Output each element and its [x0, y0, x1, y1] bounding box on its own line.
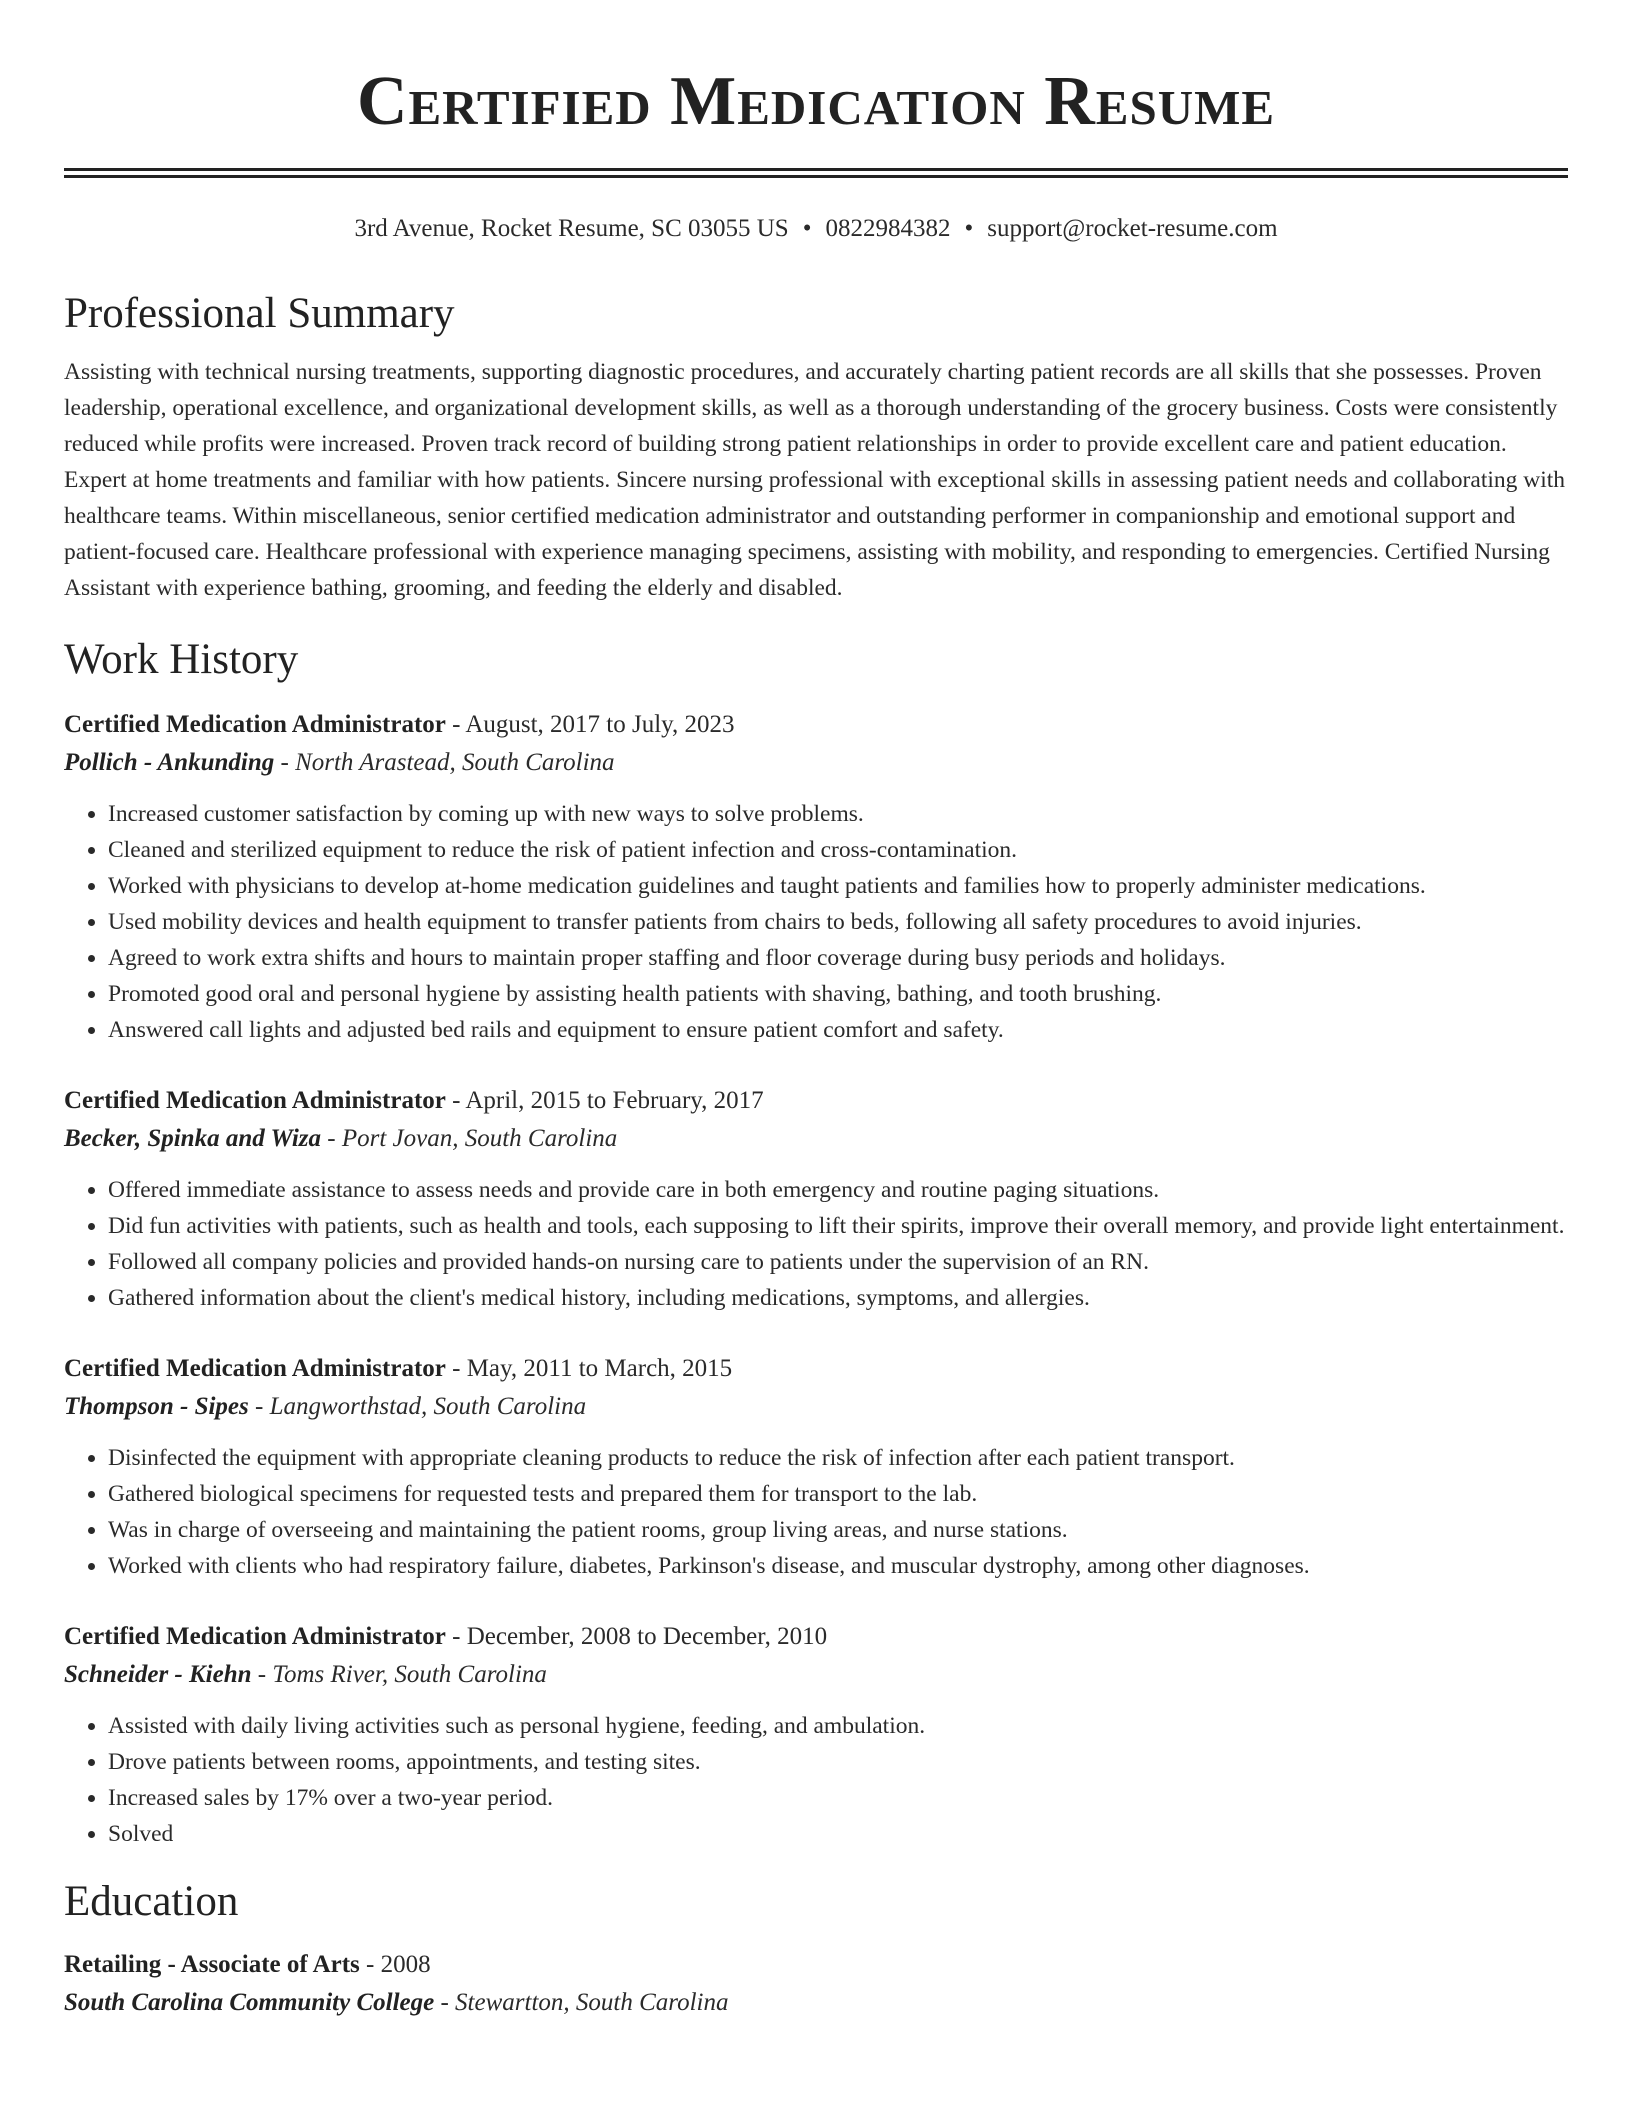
job-duties-list: [64, 1708, 1568, 1852]
job-title: Certified Medication Administrator: [64, 1087, 446, 1114]
list-item: • Followed all company policies and provided hands-on nursing care to patients under the supervision of an RN.: [108, 1244, 1568, 1280]
job-title-line: [64, 1350, 1568, 1388]
company-location: - North Arastead, South Carolina: [274, 749, 615, 776]
job-dates: - April, 2015 to February, 2017: [445, 1087, 764, 1114]
page-title: Certified Medication Resume: [356, 63, 1276, 140]
list-item: • Used mobility devices and health equipment to transfer patients from chairs to beds, following all safety procedures to avoid injuries.: [108, 904, 1568, 940]
job-entry: [64, 1082, 1568, 1316]
list-item: • Cleaned and sterilized equipment to reduce the risk of patient infection and cross-contamination.: [108, 832, 1568, 868]
summary-text: Assisting with technical nursing treatments, supporting diagnostic procedures, and accurately charting patient records are all skills that she possesses. Proven leadership, operational excellence, and organizational development skills, as well as a thorough understanding of the grocery business. Costs were consistently reduced while profits were increased. Proven track record of building strong patient relationships in order to provide excellent care and patient education. Expert at home treatments and familiar with how patients. Sincere nursing professional with exceptional skills in assessing patient needs and collaborating with healthcare teams. Within miscellaneous, senior certified medication administrator and outstanding performer in companionship and emotional support and patient-focused care. Healthcare professional with experience managing specimens, assisting with mobility, and responding to emergencies. Certified Nursing Assistant with experience bathing, grooming, and feeding the elderly and disabled.: [64, 359, 1566, 601]
degree: Retailing - Associate of Arts: [64, 1951, 360, 1978]
contact-email: support@rocket-resume.com: [987, 215, 1278, 242]
school-location: - Stewartton, South Carolina: [434, 1989, 729, 2016]
company-location: - Port Jovan, South Carolina: [321, 1125, 618, 1152]
contact-address: 3rd Avenue, Rocket Resume, SC 03055 US: [354, 215, 789, 242]
job-title-line: [64, 1618, 1568, 1656]
job-title: Certified Medication Administrator: [64, 711, 446, 738]
company-line: [64, 744, 1568, 782]
contact-separator: •: [802, 215, 812, 242]
job-dates: - December, 2008 to December, 2010: [445, 1623, 828, 1650]
company-name: Pollich - Ankunding: [64, 749, 275, 776]
work-history-heading: Work History: [64, 636, 299, 683]
company-line: [64, 1388, 1568, 1426]
company-location: - Langworthstad, South Carolina: [248, 1393, 587, 1420]
job-dates: - August, 2017 to July, 2023: [445, 711, 735, 738]
title-divider: [64, 168, 1568, 178]
list-item: • Drove patients between rooms, appointments, and testing sites.: [108, 1744, 1568, 1780]
list-item: • Worked with clients who had respiratory failure, diabetes, Parkinson's disease, and muscular dystrophy, among other diagnoses.: [108, 1548, 1568, 1584]
education-entry: [64, 1946, 1568, 2022]
job-entry: [64, 706, 1568, 1048]
contact-separator: •: [964, 215, 974, 242]
contact-line: [64, 212, 1568, 246]
company-name: Thompson - Sipes: [64, 1393, 249, 1420]
school-line: [64, 1984, 1568, 2022]
summary-heading: Professional Summary: [64, 290, 455, 337]
list-item: • Worked with physicians to develop at-home medication guidelines and taught patients and families how to properly administer medications.: [108, 868, 1568, 904]
job-title-line: [64, 706, 1568, 744]
list-item: • Solved: [108, 1816, 1568, 1852]
list-item: • Was in charge of overseeing and maintaining the patient rooms, group living areas, and nurse stations.: [108, 1512, 1568, 1548]
job-entry: [64, 1618, 1568, 1852]
job-title: Certified Medication Administrator: [64, 1623, 446, 1650]
job-duties-list: [64, 1440, 1568, 1584]
list-item: • Gathered biological specimens for requested tests and prepared them for transport to the lab.: [108, 1476, 1568, 1512]
company-location: - Toms River, South Carolina: [251, 1661, 547, 1688]
degree-year: - 2008: [359, 1951, 431, 1978]
list-item: • Did fun activities with patients, such as health and tools, each supposing to lift their spirits, improve their overall memory, and provide light entertainment.: [108, 1208, 1568, 1244]
list-item: • Increased customer satisfaction by coming up with new ways to solve problems.: [108, 796, 1568, 832]
list-item: • Answered call lights and adjusted bed rails and equipment to ensure patient comfort and safety.: [108, 1012, 1568, 1048]
job-entry: [64, 1350, 1568, 1584]
list-item: • Agreed to work extra shifts and hours to maintain proper staffing and floor coverage during busy periods and holidays.: [108, 940, 1568, 976]
job-duties-list: [64, 796, 1568, 1048]
company-line: [64, 1656, 1568, 1694]
education-heading: Education: [64, 1878, 239, 1925]
company-name: Becker, Spinka and Wiza: [64, 1125, 321, 1152]
school-name: South Carolina Community College: [64, 1989, 435, 2016]
contact-phone: 0822984382: [825, 215, 951, 242]
job-duties-list: [64, 1172, 1568, 1316]
list-item: • Assisted with daily living activities such as personal hygiene, feeding, and ambulation.: [108, 1708, 1568, 1744]
job-title-line: [64, 1082, 1568, 1120]
job-dates: - May, 2011 to March, 2015: [445, 1355, 733, 1382]
degree-line: [64, 1946, 1568, 1984]
company-line: [64, 1120, 1568, 1158]
company-name: Schneider - Kiehn: [64, 1661, 252, 1688]
list-item: • Increased sales by 17% over a two-year period.: [108, 1780, 1568, 1816]
list-item: • Promoted good oral and personal hygiene by assisting health patients with shaving, bathing, and tooth brushing.: [108, 976, 1568, 1012]
list-item: • Offered immediate assistance to assess needs and provide care in both emergency and routine paging situations.: [108, 1172, 1568, 1208]
job-title: Certified Medication Administrator: [64, 1355, 446, 1382]
list-item: • Gathered information about the client's medical history, including medications, symptoms, and allergies.: [108, 1280, 1568, 1316]
list-item: • Disinfected the equipment with appropriate cleaning products to reduce the risk of infection after each patient transport.: [108, 1440, 1568, 1476]
